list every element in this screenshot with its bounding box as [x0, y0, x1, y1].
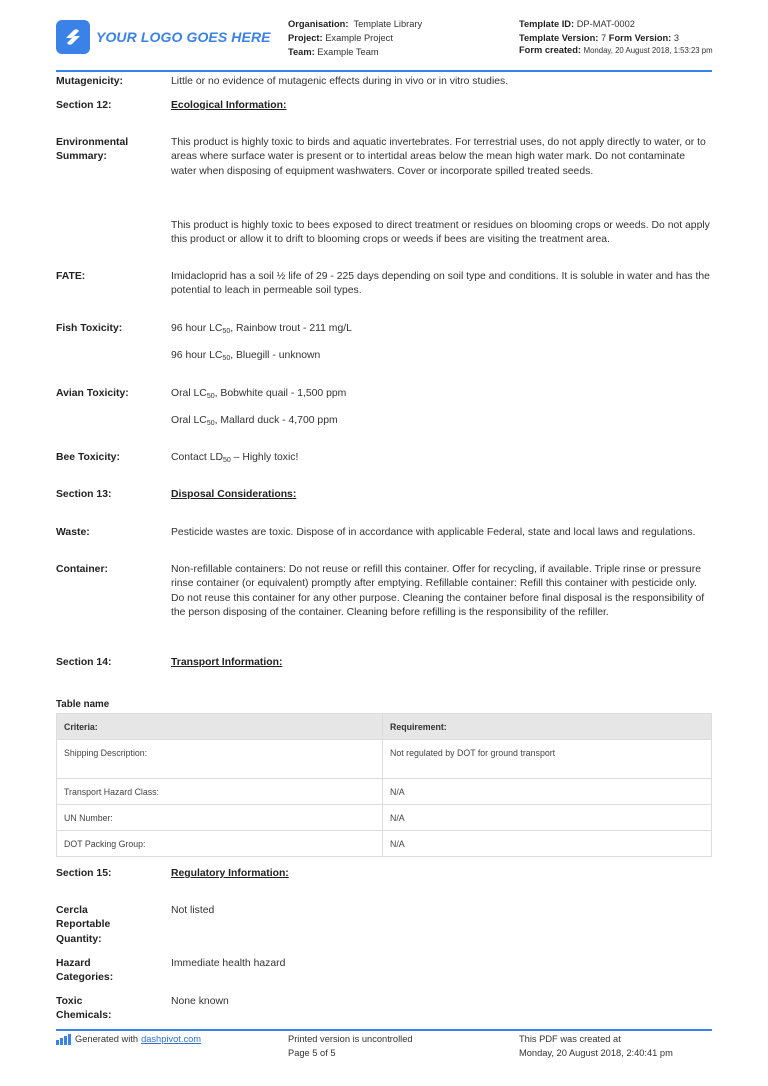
cercla-label: Cercla Reportable Quantity: — [56, 905, 111, 945]
footer-print-info — [288, 1032, 413, 1060]
fish-toxicity-value-2 — [171, 349, 712, 363]
fish-2-suffix: , Bluegill - unknown — [230, 350, 321, 361]
transport-table — [56, 713, 712, 857]
section-12-label: Section 12: — [56, 100, 112, 111]
bee-toxicity-value — [171, 451, 712, 465]
form-created-value: Monday, 20 August 2018, 1:53:23 pm — [583, 46, 713, 55]
organisation-value: Template Library — [353, 19, 423, 29]
table-header-row — [57, 714, 712, 740]
toxic-chemicals-value: None known — [171, 996, 229, 1007]
dashpivot-link[interactable]: dashpivot.com — [141, 1034, 202, 1044]
fish-1-suffix: , Rainbow trout - 211 mg/L — [230, 323, 352, 334]
team-label: Team: — [288, 47, 315, 57]
page-number: Page 5 of 5 — [288, 1048, 336, 1058]
table-cell: N/A — [383, 779, 712, 805]
page-header — [56, 17, 712, 71]
template-version-value: 7 — [601, 33, 607, 43]
bee-toxicity-label: Bee Toxicity: — [56, 452, 120, 463]
environmental-summary-value-2: This product is highly toxic to bees exposed to direct treatment or residues on blooming crops or weeds. Do not apply this product or allow it to drift to blooming crops or weeds if bees are visiting the treatment area. — [171, 220, 710, 246]
environmental-summary-value-1: This product is highly toxic to birds and aquatic invertebrates. For terrestrial uses, do not apply directly to water, or to areas where surface water is present or to intertidal areas below the mean high water mark. Do not contaminate water when disposing of equipment washwaters. Cover or incorporate spilled treated seeds. — [171, 137, 706, 177]
waste-value: Pesticide wastes are toxic. Dispose of in accordance with applicable Federal, state and local laws and regulations. — [171, 527, 696, 538]
table-row — [57, 740, 712, 779]
printed-note: Printed version is uncontrolled — [288, 1034, 413, 1044]
section-13-title: Disposal Considerations: — [171, 489, 297, 500]
generated-text: Generated with — [75, 1034, 139, 1044]
fish-2-subscript: 50 — [222, 355, 231, 362]
bee-suffix: – Highly toxic! — [230, 452, 299, 463]
pdf-created-label: This PDF was created at — [519, 1034, 621, 1044]
table-cell: Not regulated by DOT for ground transport — [383, 740, 712, 779]
avian-2-suffix: , Mallard duck - 4,700 ppm — [214, 415, 338, 426]
table-row — [57, 805, 712, 831]
footer-divider — [56, 1029, 712, 1031]
avian-toxicity-label: Avian Toxicity: — [56, 388, 129, 399]
template-version-label: Template Version: — [519, 33, 599, 43]
section-14-title: Transport Information: — [171, 657, 283, 668]
avian-2-subscript: 50 — [206, 420, 215, 427]
table-cell: Transport Hazard Class: — [57, 779, 383, 805]
avian-1-subscript: 50 — [206, 393, 215, 400]
toxic-chemicals-label: Toxic Chemicals: — [56, 996, 112, 1022]
mutagenicity-label: Mutagenicity: — [56, 76, 123, 87]
project-label: Project: — [288, 33, 323, 43]
table-row — [57, 831, 712, 857]
fish-2-prefix: 96 hour LC — [171, 350, 223, 361]
table-header-requirement: Requirement: — [383, 714, 712, 740]
template-id-label: Template ID: — [519, 19, 575, 29]
bee-subscript: 50 — [222, 457, 231, 464]
team-value: Example Team — [317, 47, 379, 57]
header-divider — [56, 70, 712, 72]
template-id-value: DP-MAT-0002 — [576, 19, 635, 29]
avian-1-prefix: Oral LC — [171, 388, 207, 399]
form-version-label: Form Version: — [608, 33, 672, 43]
hazard-categories-value: Immediate health hazard — [171, 958, 286, 969]
fish-toxicity-label: Fish Toxicity: — [56, 323, 123, 334]
container-value: Non-refillable containers: Do not reuse or refill this container. Offer for recycling, if available. Triple rinse or pressure rinse container (or equivalent) promptly after emptying. Refillable container: Refill this container with pesticide only. Do not reuse this container for any other purpose. Cleaning the container before final disposal is the responsibility of the person disposing of the container. Cleaning before refilling is the responsibility of the refiller. — [171, 564, 705, 618]
hazard-categories-label: Hazard Categories: — [56, 958, 114, 984]
section-14-label: Section 14: — [56, 657, 112, 668]
bar-chart-icon — [56, 1034, 71, 1045]
logo-text: YOUR LOGO GOES HERE — [96, 29, 271, 45]
bee-prefix: Contact LD — [171, 452, 223, 463]
container-label: Container: — [56, 564, 108, 575]
table-header-criteria: Criteria: — [57, 714, 383, 740]
footer-generated — [56, 1032, 201, 1046]
table-cell: N/A — [383, 805, 712, 831]
environmental-summary-label: Environmental Summary: — [56, 137, 129, 163]
footer-pdf-info — [519, 1032, 673, 1060]
fate-label: FATE: — [56, 271, 86, 282]
header-template-info — [519, 17, 719, 56]
organisation-label: Organisation: — [288, 19, 349, 29]
section-15-label: Section 15: — [56, 868, 112, 879]
section-15-title: Regulatory Information: — [171, 868, 289, 879]
fish-1-prefix: 96 hour LC — [171, 323, 223, 334]
header-project-info — [288, 17, 498, 59]
table-row — [57, 779, 712, 805]
table-cell: DOT Packing Group: — [57, 831, 383, 857]
fate-value: Imidacloprid has a soil ½ life of 29 - 225 days depending on soil type and conditions. It is soluble in water and has the potential to leach in permeable soil types. — [171, 271, 710, 297]
waste-label: Waste: — [56, 527, 90, 538]
form-created-label: Form created: — [519, 45, 581, 55]
table-cell: N/A — [383, 831, 712, 857]
table-cell: Shipping Description: — [57, 740, 383, 779]
form-version-value: 3 — [673, 33, 680, 43]
avian-toxicity-value-2 — [171, 414, 712, 428]
avian-toxicity-value-1 — [171, 387, 712, 401]
project-value: Example Project — [325, 33, 393, 43]
logo — [56, 19, 271, 55]
fish-toxicity-value-1 — [171, 322, 712, 336]
section-12-title: Ecological Information: — [171, 100, 287, 111]
avian-2-prefix: Oral LC — [171, 415, 207, 426]
mutagenicity-value: Little or no evidence of mutagenic effects during in vivo or in vitro studies. — [171, 76, 509, 87]
logo-icon — [56, 20, 90, 54]
pdf-created-value: Monday, 20 August 2018, 2:40:41 pm — [519, 1048, 673, 1058]
cercla-value: Not listed — [171, 905, 215, 916]
section-13-label: Section 13: — [56, 489, 112, 500]
table-cell: UN Number: — [57, 805, 383, 831]
table-name: Table name — [56, 699, 110, 710]
fish-1-subscript: 50 — [222, 328, 231, 335]
avian-1-suffix: , Bobwhite quail - 1,500 ppm — [214, 388, 347, 399]
